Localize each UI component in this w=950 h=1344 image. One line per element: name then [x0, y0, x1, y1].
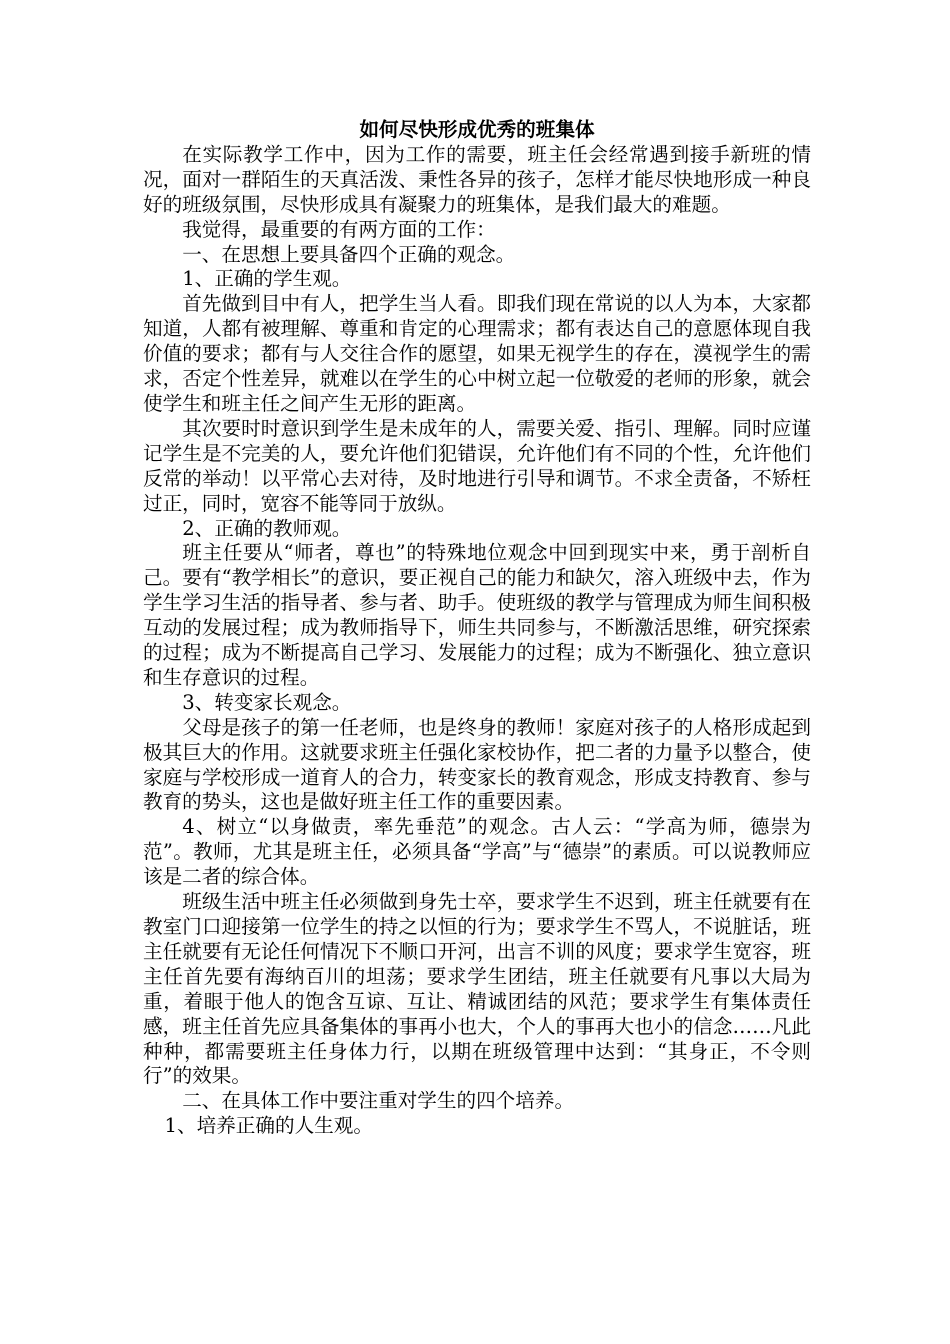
paragraph-student-view-2: 其次要时时意识到学生是未成年的人，需要关爱、指引、理解。同时应谨记学生是不完美的人，要允许他们犯错误，允许他们有不同的个性，允许他们反常的举动！以平常心去对待，及时地进行引导和调节。不求全责备，不矫枉过正，同时，宽容不能等同于放纵。 — [143, 416, 811, 515]
paragraph-two-aspects: 我觉得，最重要的有两方面的工作： — [182, 217, 496, 241]
paragraph-student-view-1: 首先做到目中有人，把学生当人看。即我们现在常说的以人为本，大家都知道，人都有被理解、尊重和肯定的心理需求；都有表达自己的意愿体现自我价值的要求；都有与人交往合作的愿望，如果无视学生的存在，漠视学生的需求，否定个性差异，就难以在学生的心中树立起一位敬爱的老师的形象，就会使学生和班主任之间产生无形的距离。 — [143, 292, 811, 415]
heading-student-view: 1、正确的学生观。 — [182, 267, 352, 291]
heading-parent-view: 3、转变家长观念。 — [182, 690, 352, 714]
paragraph-teacher-view: 班主任要从“师者，尊也”的特殊地位观念中回到现实中来，勇于剖析自己。要有“教学相长”的意识，要正视自己的能力和缺欠，溶入班级中去，作为学生学习生活的指导者、参与者、助手。使班级的教学与管理成为师生间积极互动的发展过程；成为教师指导下，师生共同参与，不断激活思维，研究探索的过程；成为不断提高自己学习、发展能力的过程；成为不断强化、独立意识和生存意识的过程。 — [143, 541, 811, 689]
document-title: 如何尽快形成优秀的班集体 — [359, 118, 595, 141]
heading-section-one: 一、在思想上要具备四个正确的观念。 — [182, 242, 516, 266]
heading-section-two: 二、在具体工作中要注重对学生的四个培养。 — [182, 1089, 575, 1113]
paragraph-intro: 在实际教学工作中，因为工作的需要，班主任会经常遇到接手新班的情况，面对一群陌生的天真活泼、秉性各异的孩子，怎样才能尽快地形成一种良好的班级氛围，尽快形成具有凝聚力的班集体，是我们最大的难题。 — [143, 142, 811, 216]
paragraph-role-model: 4、树立“以身做责，率先垂范”的观念。古人云：“学高为师，德崇为范”。教师，尤其是班主任，必须具备“学高”与“德崇”的素质。可以说教师应该是二者的综合体。 — [143, 815, 811, 889]
heading-teacher-view: 2、正确的教师观。 — [182, 516, 352, 540]
paragraph-parent-view: 父母是孩子的第一任老师，也是终身的教师！家庭对孩子的人格形成起到极其巨大的作用。这就要求班主任强化家校协作，把二者的力量予以整合，使家庭与学校形成一道育人的合力，转变家长的教育观念，形成支持教育、参与教育的势头，这也是做好班主任工作的重要因素。 — [143, 715, 811, 814]
heading-life-view: 1、培养正确的人生观。 — [164, 1114, 373, 1138]
document-page — [143, 118, 811, 1139]
paragraph-class-life: 班级生活中班主任必须做到身先士卒，要求学生不迟到，班主任就要有在教室门口迎接第一位学生的持之以恒的行为；要求学生不骂人，不说脏话，班主任就要有无论任何情况下不顺口开河，出言不训的风度；要求学生宽容，班主任首先要有海纳百川的坦荡；要求学生团结，班主任就要有凡事以大局为重，着眼于他人的饱含互谅、互让、精诚团结的风范；要求学生有集体责任感，班主任首先应具备集体的事再小也大，个人的事再大也小的信念……凡此种种，都需要班主任身体力行，以期在班级管理中达到：“其身正，不令则行”的效果。 — [143, 890, 811, 1088]
